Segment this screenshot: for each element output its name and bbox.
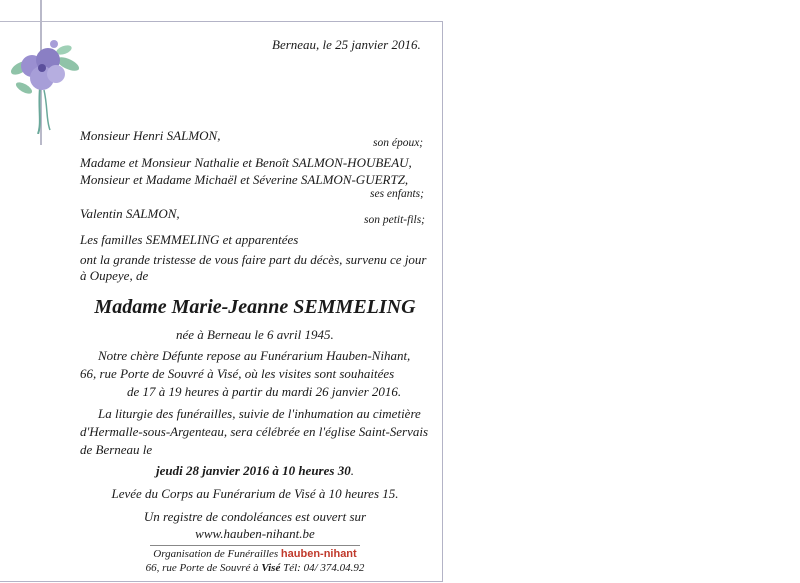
family-line-1-name: Monsieur Henri SALMON, <box>80 128 221 143</box>
visit-line-3: de 17 à 19 heures à partir du mardi 26 janvier 2016. <box>127 384 402 399</box>
brand-logo-text: hauben-nihant <box>280 548 357 560</box>
family-line-2: Madame et Monsieur Nathalie et Benoît SALMON-HOUBEAU, <box>80 155 412 170</box>
family-line-4-role: son petit-fils; <box>364 214 426 226</box>
levee-text: Levée du Corps au Funérarium de Visé à 10 heures 15. <box>111 486 399 501</box>
deceased-birth: née à Berneau le 6 avril 1945. <box>176 327 334 342</box>
footer-organisation <box>80 548 430 560</box>
footer-divider <box>150 545 360 546</box>
announce-line-1: ont la grande tristesse de vous faire part du décès, survenu ce jour <box>80 252 427 267</box>
liturgy-line-2: d'Hermalle-sous-Argenteau, sera célébrée en l'église Saint-Servais <box>80 424 429 439</box>
deceased-name: Madame Marie-Jeanne SEMMELING <box>94 296 416 318</box>
footer-address-city: Visé <box>261 562 281 574</box>
frame-bottom-line <box>0 581 443 582</box>
flower-icon <box>8 38 86 134</box>
place-date: Berneau, le 25 janvier 2016. <box>272 37 421 52</box>
family-line-1-role: son époux; <box>373 137 424 149</box>
cross-horizontal-line <box>0 21 60 22</box>
frame-top-line <box>60 21 443 22</box>
register-link[interactable]: www.hauben-nihant.be <box>195 526 315 541</box>
footer-address-prefix: 66, rue Porte de Souvré à <box>145 562 259 574</box>
liturgy-line-3: de Berneau le <box>80 442 153 457</box>
liturgy-line-1: La liturgie des funérailles, suivie de l'inhumation au cimetière <box>98 406 421 421</box>
family-line-5: Les familles SEMMELING et apparentées <box>80 232 299 247</box>
family-line-3-role: ses enfants; <box>370 188 424 200</box>
ceremony-date-end: . <box>350 463 354 478</box>
visit-line-1: Notre chère Défunte repose au Funérarium Hauben-Nihant, <box>98 348 411 363</box>
family-line-4-name: Valentin SALMON, <box>80 206 180 221</box>
footer-address-phone: Tél: 04/ 374.04.92 <box>283 562 365 574</box>
footer-org-prefix: Organisation de Funérailles <box>153 548 279 560</box>
ceremony-date-text: jeudi 28 janvier 2016 à 10 heures 30 <box>156 463 351 478</box>
ceremony-date <box>80 463 430 479</box>
footer-address <box>80 562 430 574</box>
register-line-1: Un registre de condoléances est ouvert sur <box>143 509 367 524</box>
family-line-3: Monsieur et Madame Michaël et Séverine SALMON-GUERTZ, <box>80 172 409 187</box>
announce-line-2: à Oupeye, de <box>80 268 149 283</box>
visit-line-2: 66, rue Porte de Souvré à Visé, où les visites sont souhaitées <box>80 366 395 381</box>
